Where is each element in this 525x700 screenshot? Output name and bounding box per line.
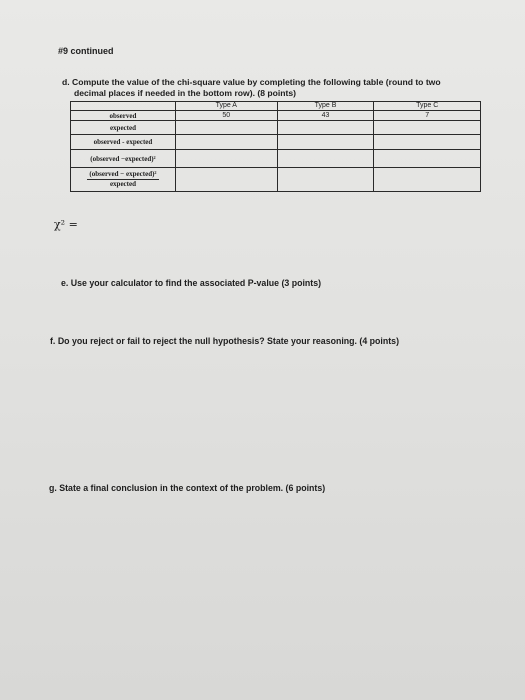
fraction-numerator: (observed − expected)²: [89, 170, 157, 178]
table-row-expected: [71, 121, 481, 135]
fraction-denominator: expected: [109, 180, 136, 188]
observed-type-b: 43: [277, 111, 374, 121]
page-header: #9 continued: [58, 46, 114, 56]
question-d-line2: decimal places if needed in the bottom row). (8 points): [74, 88, 297, 98]
observed-type-a: 50: [175, 111, 277, 121]
difference-type-b[interactable]: [277, 135, 374, 150]
contribution-type-b[interactable]: [277, 168, 374, 192]
difference-type-c[interactable]: [374, 135, 481, 150]
expected-type-c[interactable]: [374, 121, 481, 135]
header-type-a: Type A: [175, 102, 277, 111]
header-cell-blank: [71, 102, 176, 111]
question-g: g. State a final conclusion in the context of the problem. (6 points): [49, 483, 326, 493]
table-row-contribution: [71, 168, 481, 192]
squared-type-a[interactable]: [175, 150, 277, 168]
header-type-c: Type C: [374, 102, 481, 111]
row-label-squared: (observed −expected)²: [71, 150, 176, 168]
header-type-b: Type B: [277, 102, 374, 111]
row-label-observed: observed: [71, 111, 176, 121]
question-e: e. Use your calculator to find the associated P-value (3 points): [61, 278, 322, 288]
squared-type-c[interactable]: [374, 150, 481, 168]
observed-type-c: 7: [374, 111, 481, 121]
contribution-fraction: [87, 170, 158, 189]
table-row-observed: [71, 111, 481, 121]
row-label-expected: expected: [71, 121, 176, 135]
row-label-difference: observed - expected: [71, 135, 176, 150]
contribution-type-a[interactable]: [175, 168, 277, 192]
question-f: f. Do you reject or fail to reject the null hypothesis? State your reasoning. (4 points): [50, 336, 399, 346]
row-label-contribution: [71, 168, 176, 192]
chi-square-label: χ² =: [54, 218, 78, 231]
table-row-squared: [71, 150, 481, 168]
contribution-type-c[interactable]: [374, 168, 481, 192]
squared-type-b[interactable]: [277, 150, 374, 168]
table-header-row: [71, 102, 481, 111]
expected-type-b[interactable]: [277, 121, 374, 135]
chi-square-table: [70, 101, 481, 192]
expected-type-a[interactable]: [175, 121, 277, 135]
question-d-line1: d. Compute the value of the chi-square value by completing the following table (round to two: [62, 77, 441, 87]
difference-type-a[interactable]: [175, 135, 277, 150]
table-row-difference: [71, 135, 481, 150]
